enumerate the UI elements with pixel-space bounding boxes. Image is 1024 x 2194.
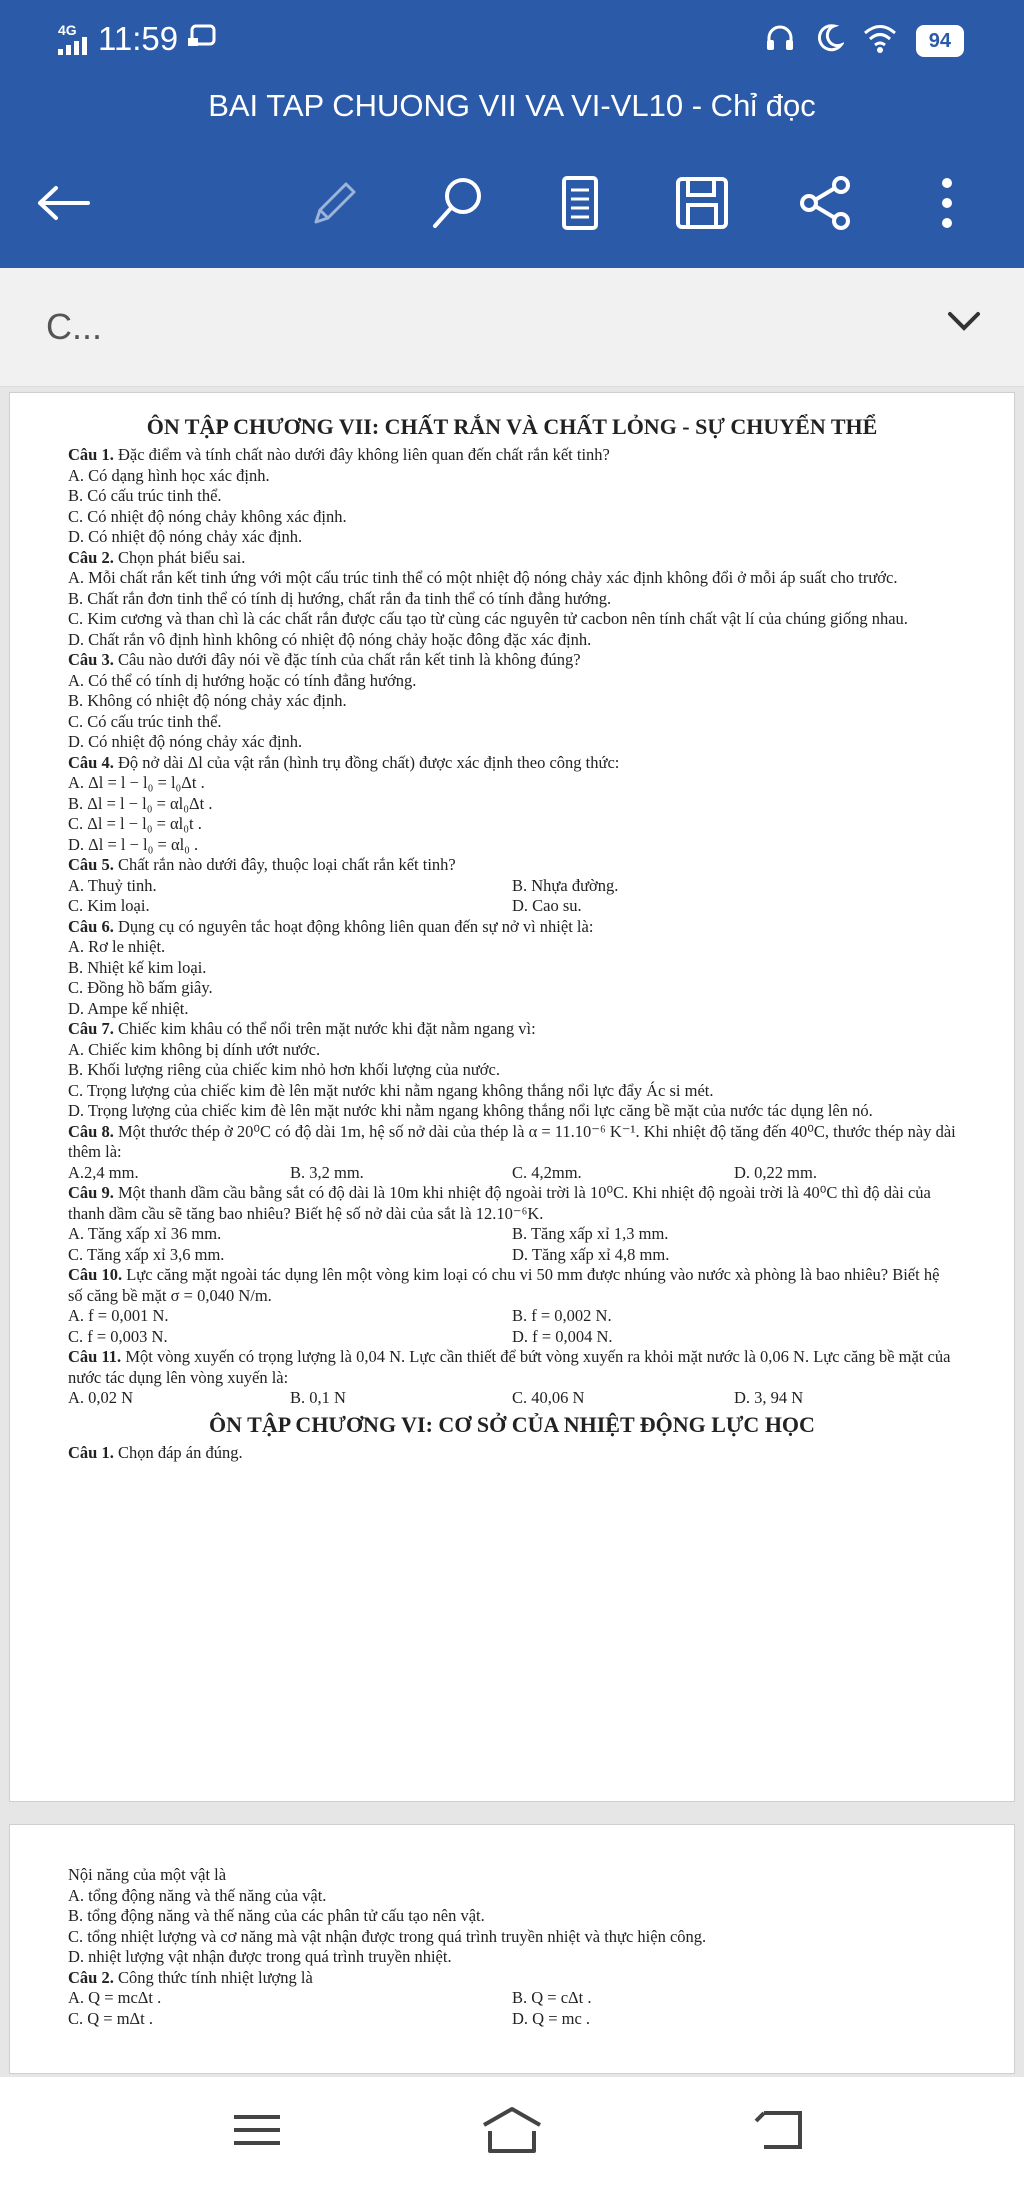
answer-option: C. Kim loại. — [68, 896, 150, 915]
answer-option: D. Q = mc . — [512, 2008, 591, 2028]
signal-icon — [58, 23, 88, 55]
answer-grid — [10, 876, 1014, 917]
answer-option: Nội năng của một vật là — [68, 1865, 227, 1884]
answer-option: B. Không có nhiệt độ nóng chảy xác định. — [68, 691, 347, 710]
network-type: 4G — [58, 22, 77, 38]
toolbar — [0, 165, 1024, 235]
question-text: Câu 8. Một thước thép ở 20⁰C có độ dài 1m, hệ số nở dài của thép là α = 11.10⁻⁶ K⁻¹. Khi nhiệt độ tăng đến 40⁰C, thước thép này dài thêm là: — [68, 1121, 956, 1161]
answer-option: A. Tăng xấp xỉ 36 mm. — [68, 1224, 222, 1243]
answer-option: D. Cao su. — [512, 896, 582, 915]
battery-indicator: 94 — [916, 25, 964, 57]
answer-option: A. f = 0,001 N. — [68, 1306, 169, 1325]
chapter-heading: ÔN TẬP CHƯƠNG VI: CƠ SỞ CỦA NHIỆT ĐỘNG LỰC HỌC — [209, 1411, 815, 1437]
answer-option: B. Nhiệt kế kim loại. — [68, 957, 207, 977]
answer-option: C. 40,06 N — [512, 1388, 585, 1407]
question-text: Câu 3. Câu nào dưới đây nói về đặc tính của chất rắn kết tinh là không đúng? — [68, 650, 581, 669]
question-text: Câu 11. Một vòng xuyến có trọng lượng là 0,04 N. Lực cần thiết để bứt vòng xuyến ra khỏi mặt nước là 0,06 N. Lực căng bề mặt của nước tác dụng lên vòng xuyến là: — [68, 1347, 951, 1387]
answer-option: A. Thuỷ tinh. — [68, 875, 157, 895]
answer-option: D. nhiệt lượng vật nhận được trong quá trình truyền nhiệt. — [68, 1947, 452, 1966]
search-icon[interactable] — [428, 173, 488, 233]
system-nav-bar — [0, 2077, 1024, 2194]
share-icon[interactable] — [795, 173, 855, 233]
back-arrow-icon[interactable] — [34, 173, 94, 233]
status-right — [764, 22, 964, 59]
answer-option: C. tổng nhiệt lượng và cơ năng mà vật nhận được trong quá trình truyền nhiệt và thực hiện công. — [68, 1926, 707, 1946]
clock: 11:59 — [98, 20, 179, 57]
answer-option: A. Rơ le nhiệt. — [68, 937, 166, 956]
answer-row — [10, 1988, 1014, 2009]
question-text: Câu 2. Chọn phát biểu sai. — [68, 547, 246, 567]
notification-icon — [188, 20, 218, 58]
answer-grid — [10, 1224, 1014, 1265]
answer-option: B. Q = cΔt . — [512, 1988, 592, 2007]
document-page — [9, 392, 1015, 1802]
answer-option: D. Ampe kế nhiệt. — [68, 998, 189, 1018]
answer-option: A. Q = mcΔt . — [68, 1988, 162, 2007]
questions-block-3 — [10, 1865, 1014, 1988]
status-bar — [0, 0, 1024, 80]
question-text: Câu 10. Lực căng mặt ngoài tác dụng lên một vòng kim loại có chu vi 50 mm được nhúng vào nước xà phòng là bao nhiêu? Biết hệ số căng bề mặt σ = 0,040 N/m. — [68, 1265, 940, 1305]
status-left — [58, 20, 218, 58]
answer-option: A. 0,02 N — [68, 1388, 134, 1407]
answer-grid — [10, 1306, 1014, 1347]
answer-option: D. 0,22 mm. — [734, 1162, 817, 1182]
answer-row — [10, 2009, 1014, 2030]
answer-option: B. f = 0,002 N. — [512, 1306, 612, 1325]
answer-row — [10, 1388, 1014, 1409]
answer-option: D. Có nhiệt độ nóng chảy xác định. — [68, 527, 303, 546]
chapter-heading: ÔN TẬP CHƯƠNG VII: CHẤT RẮN VÀ CHẤT LỎNG - SỰ CHUYỂN THỂ — [146, 414, 878, 439]
answer-option: C. Có cấu trúc tinh thể. — [68, 711, 222, 731]
answer-option: D. Chất rắn vô định hình không có nhiệt độ nóng chảy hoặc đông đặc xác định. — [68, 629, 592, 649]
answer-option: B. 3,2 mm. — [290, 1162, 364, 1182]
question-text: Câu 6. Dụng cụ có nguyên tắc hoạt động không liên quan đến sự nở vì nhiệt là: — [68, 916, 594, 936]
section-dropdown[interactable] — [0, 268, 1024, 387]
answer-option: A. Chiếc kim không bị dính ướt nước. — [68, 1039, 321, 1059]
more-icon[interactable] — [917, 173, 977, 233]
question-text: Câu 5. Chất rắn nào dưới đây, thuộc loại chất rắn kết tinh? — [68, 855, 456, 874]
answer-option: D. f = 0,004 N. — [512, 1326, 613, 1346]
wifi-icon — [862, 23, 898, 58]
answer-option: D. Trọng lượng của chiếc kim đè lên mặt nước khi nằm ngang không thắng nổi lực căng bề mặt của nước tác dụng lên nó. — [68, 1101, 873, 1120]
answer-option: B. Có cấu trúc tinh thể. — [68, 486, 222, 505]
home-icon[interactable] — [480, 2105, 544, 2162]
answer-option: C. Q = mΔt . — [68, 2008, 154, 2028]
answer-option: D. Δl = l − l₀ = αl₀ . — [68, 834, 199, 854]
answer-option: A. tổng động năng và thế năng của vật. — [68, 1885, 327, 1905]
answer-option: C. Tăng xấp xỉ 3,6 mm. — [68, 1244, 225, 1264]
section-label: C... — [46, 306, 103, 347]
answer-option: D. Tăng xấp xỉ 4,8 mm. — [512, 1244, 670, 1264]
answer-option: B. Chất rắn đơn tinh thể có tính dị hướng, chất rắn đa tinh thể có tính đẳng hướng. — [68, 588, 612, 608]
answer-option: C. Kim cương và than chì là các chất rắn được cấu tạo từ cùng các nguyên tử cacbon nên tính chất vật lí của chúng giống nhau. — [68, 609, 908, 628]
headphones-icon — [764, 22, 796, 59]
answer-option: C. Có nhiệt độ nóng chảy không xác định. — [68, 506, 347, 526]
answer-option: B. 0,1 N — [290, 1388, 346, 1407]
answer-option: A. Có thể có tính dị hướng hoặc có tính đẳng hướng. — [68, 670, 417, 690]
question-text: Câu 2. Công thức tính nhiệt lượng là — [68, 1967, 313, 1987]
answer-option: C. 4,2mm. — [512, 1162, 582, 1182]
answer-option: B. Nhựa đường. — [512, 875, 619, 895]
question-text: Câu 4. Độ nở dài Δl của vật rắn (hình trụ đồng chất) được xác định theo công thức: — [68, 752, 620, 772]
answer-option: B. Δl = l − l₀ = αl₀Δt . — [68, 793, 213, 813]
dnd-moon-icon — [814, 23, 844, 58]
answer-option: B. tổng động năng và thế năng của các phân tử cấu tạo nên vật. — [68, 1906, 485, 1925]
answer-option: A.2,4 mm. — [68, 1162, 139, 1182]
answer-option: C. f = 0,003 N. — [68, 1326, 168, 1346]
answer-option: A. Có dạng hình học xác định. — [68, 465, 270, 485]
answer-row — [10, 1163, 1014, 1184]
answer-option: A. Δl = l − l₀ = l₀Δt . — [68, 773, 205, 792]
answer-option: C. Đồng hồ bấm giây. — [68, 978, 213, 997]
answer-option: C. Δl = l − l₀ = αl₀t . — [68, 814, 202, 833]
question-text: Câu 9. Một thanh dầm cầu bằng sắt có độ dài là 10m khi nhiệt độ ngoài trời là 10⁰C. Khi nhiệt độ ngoài trời là 40⁰C thì độ dài của thanh dầm cầu sẽ tăng bao nhiêu? Biết hệ số nở dài của sắt là 12.10⁻⁶K. — [68, 1183, 931, 1223]
answer-option: C. Trọng lượng của chiếc kim đè lên mặt nước khi nằm ngang không thắng nổi lực đẩy Ác si mét. — [68, 1080, 714, 1100]
answer-option: D. 3, 94 N — [734, 1388, 804, 1407]
document-page — [9, 1824, 1015, 2074]
question-text: Câu 7. Chiếc kim khâu có thể nổi trên mặt nước khi đặt nằm ngang vì: — [68, 1019, 536, 1038]
questions-block-1 — [10, 445, 1014, 855]
top-app-bar — [0, 0, 1024, 268]
back-icon[interactable] — [752, 2105, 808, 2160]
save-icon[interactable] — [672, 173, 732, 233]
answer-option: B. Tăng xấp xỉ 1,3 mm. — [512, 1224, 669, 1243]
answer-option: B. Khối lượng riêng của chiếc kim nhỏ hơn khối lượng của nước. — [68, 1060, 500, 1079]
answer-option: A. Mỗi chất rắn kết tinh ứng với một cấu trúc tinh thể có một nhiệt độ nóng chảy xác định không đổi ở mỗi áp suất cho trước. — [68, 568, 898, 587]
document-title: BAI TAP CHUONG VII VA VI-VL10 - Chỉ đọc — [208, 88, 816, 123]
menu-icon[interactable] — [232, 2105, 282, 2160]
question-text: Câu 1. Chọn đáp án đúng. — [68, 1442, 243, 1462]
edit-pencil-icon[interactable] — [305, 173, 365, 233]
questions-block-2 — [10, 917, 1014, 1163]
question-text: Câu 1. Đặc điểm và tính chất nào dưới đây không liên quan đến chất rắn kết tinh? — [68, 445, 610, 464]
reading-view-icon[interactable] — [550, 173, 610, 233]
chevron-down-icon[interactable] — [944, 306, 984, 341]
answer-option: D. Có nhiệt độ nóng chảy xác định. — [68, 732, 303, 751]
